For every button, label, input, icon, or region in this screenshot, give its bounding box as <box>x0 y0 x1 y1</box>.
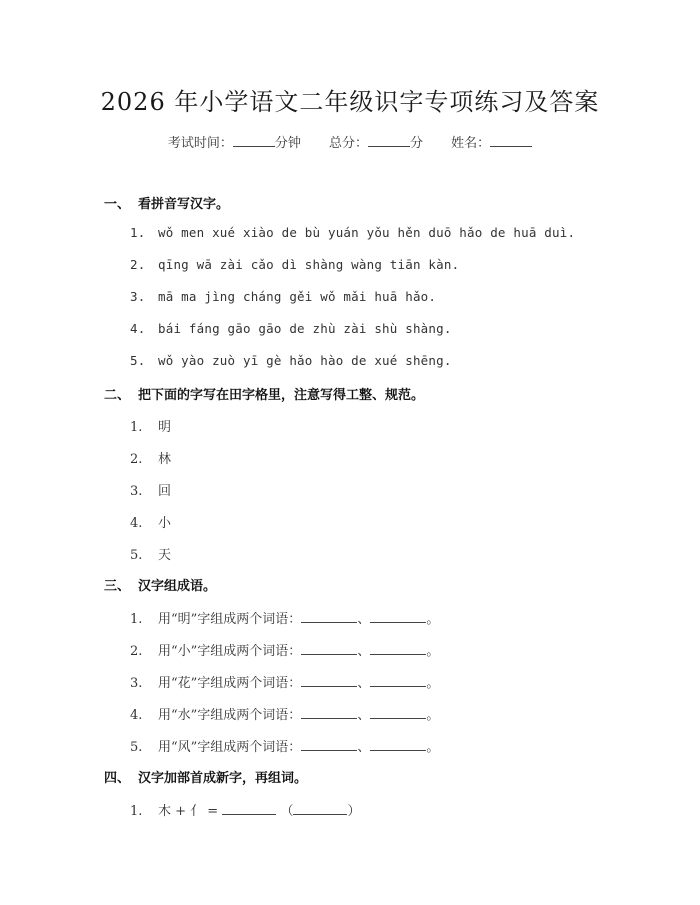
section-number: 四、 <box>104 771 131 786</box>
answer-blank[interactable] <box>370 674 426 687</box>
answer-blank[interactable] <box>301 674 357 687</box>
exam-info-line <box>0 132 700 151</box>
score-unit: 分 <box>410 136 424 151</box>
name-blank[interactable] <box>490 134 532 147</box>
answer-blank[interactable] <box>370 642 426 655</box>
exam-time <box>168 136 301 151</box>
name-label: 姓名： <box>451 136 491 151</box>
page-title: 2026 年小学语文二年级识字专项练习及答案 <box>100 88 600 116</box>
section-number: 一、 <box>104 197 131 212</box>
section-number: 二、 <box>104 388 131 403</box>
answer-blank[interactable] <box>293 802 347 815</box>
answer-blank[interactable] <box>370 706 426 719</box>
list-item: 1. 明 <box>130 420 172 435</box>
score-label: 总分： <box>328 136 368 151</box>
list-item: 4. bái fáng gāo gāo de zhù zài shù shàng. <box>130 321 452 336</box>
answer-blank[interactable] <box>222 802 276 815</box>
answer-blank[interactable] <box>301 738 357 751</box>
section-2-heading <box>104 384 424 403</box>
list-item: 3. mā ma jìng cháng gěi wǒ mǎi huā hǎo. <box>130 289 437 304</box>
section-number: 三、 <box>104 579 131 594</box>
section-title: 汉字加部首成新字，再组词。 <box>138 771 308 786</box>
section-4-heading <box>104 767 307 786</box>
time-label: 考试时间： <box>167 136 233 151</box>
list-item: 5. wǒ yào zuò yī gè hǎo hào de xué shēng. <box>130 353 452 368</box>
section-3-heading <box>104 575 216 594</box>
time-unit: 分钟 <box>274 136 301 151</box>
list-item: 3. 回 <box>130 484 172 499</box>
list-item: 2. 林 <box>130 452 172 467</box>
list-item: 1. 木 + 亻 = （ ） <box>130 804 361 819</box>
time-blank[interactable] <box>233 134 275 147</box>
list-item: 4. 小 <box>130 516 172 531</box>
total-score <box>329 136 423 151</box>
list-item: 5. 天 <box>130 548 172 563</box>
list-item: 3. 用“花”字组成两个词语： 、 。 <box>130 676 440 691</box>
answer-blank[interactable] <box>301 706 357 719</box>
list-item: 2. qīng wā zài cǎo dì shàng wàng tiān kàn. <box>130 257 460 272</box>
answer-blank[interactable] <box>370 610 426 623</box>
section-title: 看拼音写汉字。 <box>138 197 230 212</box>
answer-blank[interactable] <box>370 738 426 751</box>
list-item: 5. 用“风”字组成两个词语： 、 。 <box>130 740 440 755</box>
answer-blank[interactable] <box>301 642 357 655</box>
list-item: 2. 用“小”字组成两个词语： 、 。 <box>130 644 440 659</box>
score-blank[interactable] <box>368 134 410 147</box>
student-name <box>451 136 532 151</box>
section-title: 把下面的字写在田字格里，注意写得工整、规范。 <box>138 388 425 403</box>
list-item: 4. 用“水”字组成两个词语： 、 。 <box>130 708 440 723</box>
list-item: 1. wǒ men xué xiào de bù yuán yǒu hěn duō hǎo de huā duì. <box>130 225 576 240</box>
section-1-heading <box>104 193 229 212</box>
list-item: 1. 用“明”字组成两个词语： 、 。 <box>130 612 440 627</box>
answer-blank[interactable] <box>301 610 357 623</box>
section-title: 汉字组成语。 <box>138 579 217 594</box>
